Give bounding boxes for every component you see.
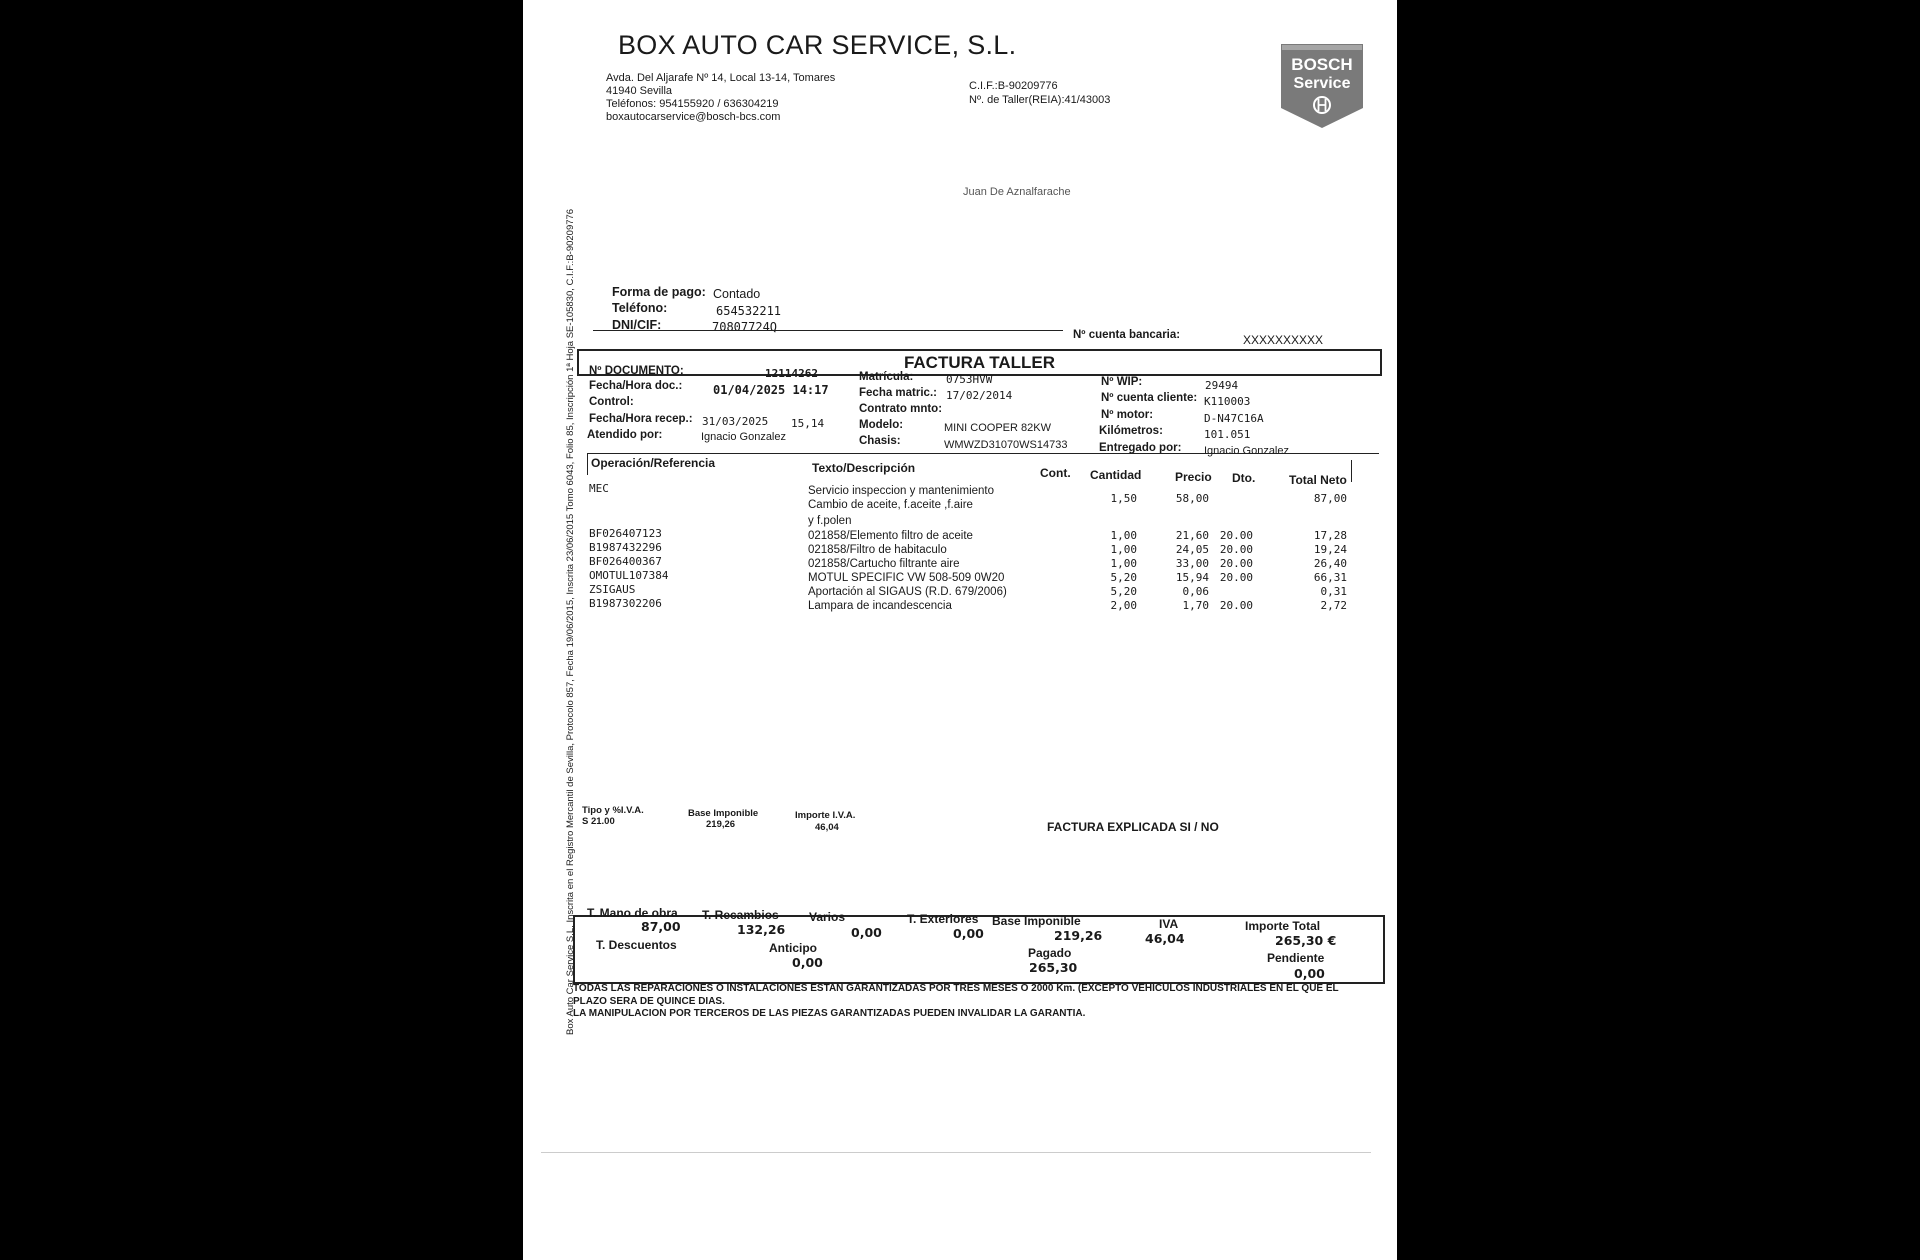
cell-cantidad: 1,00	[1110, 529, 1137, 542]
mano-obra-label: T. Mano de obra	[587, 906, 678, 920]
cell-ref: B1987302206	[589, 597, 662, 610]
cell-precio: 1,70	[1182, 599, 1209, 612]
col-header-precio: Precio	[1175, 470, 1212, 484]
tax-amount-value: 46,04	[815, 822, 839, 833]
cif: C.I.F.:B-90209776	[969, 80, 1058, 92]
control-label: Control:	[589, 396, 634, 408]
entregado-value: Ignacio Gonzalez	[1204, 445, 1289, 457]
cell-desc: Lampara de incandescencia	[808, 600, 952, 612]
cell-precio: 33,00	[1175, 557, 1209, 570]
col-header-cant: Cantidad	[1090, 468, 1142, 482]
bank-account-label: Nº cuenta bancaria:	[1073, 329, 1181, 341]
matricula-label: Matrícula:	[859, 371, 914, 383]
modelo-value: MINI COOPER 82KW	[944, 422, 1051, 434]
company-ids	[969, 79, 1110, 107]
cell-desc: Aportación al SIGAUS (R.D. 679/2006)	[808, 586, 1007, 598]
cell-ref: OMOTUL107384	[589, 569, 669, 582]
wip-value: 29494	[1205, 379, 1239, 392]
col-header-cont: Cont.	[1040, 466, 1071, 480]
cell-ref: ZSIGAUS	[589, 583, 636, 596]
cell-desc: Cambio de aceite, f.aceite ,f.aire	[808, 499, 973, 511]
pagado-value: 265,30	[1029, 960, 1078, 975]
guarantee-line: TODAS LAS REPARACIONES O INSTALACIONES ESTAN GARANTIZADAS POR TRES MESES O 2000 Km. (EXCEPTO VEHICULOS INDUSTRIALES EN EL QUE EL	[573, 983, 1339, 994]
col-header-ref: Operación/Referencia	[591, 456, 716, 470]
tax-base-label: Base Imponible	[688, 808, 759, 819]
cell-total: 0,31	[1320, 585, 1347, 598]
factura-explicada: FACTURA EXPLICADA SI / NO	[1047, 820, 1219, 834]
cell-dto: 20.00	[1219, 529, 1253, 542]
iva-value: 46,04	[1145, 931, 1185, 946]
fecha-doc-label: Fecha/Hora doc.:	[589, 380, 683, 392]
logo-line2: Service	[1293, 75, 1351, 92]
table-top-rule	[587, 453, 1379, 454]
col-header-total: Total Neto	[1289, 473, 1347, 487]
cell-cantidad: 1,00	[1110, 557, 1137, 570]
exteriores-value: 0,00	[953, 926, 984, 941]
cell-ref: BF026400367	[589, 555, 662, 568]
cuenta-cliente-label: Nº cuenta cliente:	[1101, 392, 1198, 404]
cell-desc: Servicio inspeccion y mantenimiento	[808, 485, 995, 497]
tax-type-value: S 21.00	[582, 816, 615, 827]
cell-precio: 24,05	[1175, 543, 1209, 556]
varios-label: Varios	[809, 910, 846, 924]
cell-desc: 021858/Elemento filtro de aceite	[808, 530, 973, 542]
cell-dto: 20.00	[1219, 557, 1253, 570]
recambios-label: T. Recambios	[702, 908, 779, 922]
cell-total: 19,24	[1313, 543, 1347, 556]
fecha-matric-value: 17/02/2014	[946, 389, 1013, 402]
taller-number: Nº. de Taller(REIA):41/43003	[969, 94, 1111, 106]
documento-value: 12114262	[765, 367, 818, 380]
cell-cantidad: 5,20	[1110, 571, 1137, 584]
atendido-value: Ignacio Gonzalez	[701, 431, 786, 443]
varios-value: 0,00	[851, 925, 882, 940]
col-header-desc: Texto/Descripción	[812, 461, 916, 475]
customer-line	[963, 170, 1071, 185]
scan-edge	[541, 1152, 1371, 1153]
recambios-value: 132,26	[737, 922, 786, 937]
customer-line	[963, 215, 1071, 230]
documento-label: Nº DOCUMENTO:	[589, 365, 684, 377]
cell-desc: 021858/Cartucho filtrante aire	[808, 558, 960, 570]
bosch-service-logo	[1281, 44, 1363, 128]
fecha-doc-value: 01/04/2025 14:17	[713, 383, 829, 397]
pagado-label: Pagado	[1028, 946, 1072, 960]
importe-total-value: 265,30 €	[1275, 933, 1337, 948]
atendido-label: Atendido por:	[587, 429, 663, 441]
divider	[593, 330, 1063, 331]
table-left-rule	[587, 453, 588, 475]
invoice-page	[523, 0, 1397, 1260]
guarantee-line: PLAZO SERA DE QUINCE DIAS.	[573, 995, 725, 1007]
customer-line: Juan De Aznalfarache	[963, 186, 1071, 198]
motor-label: Nº motor:	[1101, 409, 1154, 421]
cell-total: 2,72	[1320, 599, 1347, 612]
base-imponible-value: 219,26	[1054, 928, 1103, 943]
cell-precio: 21,60	[1175, 529, 1209, 542]
chasis-value: WMWZD31070WS14733	[944, 439, 1068, 451]
cell-cantidad: 2,00	[1110, 599, 1137, 612]
cell-ref: B1987432296	[589, 541, 662, 554]
descuentos-label: T. Descuentos	[596, 938, 677, 952]
bank-account-value: XXXXXXXXXX	[1243, 333, 1324, 347]
dni-value: 70807724Q	[712, 320, 778, 334]
cell-precio: 58,00	[1175, 492, 1209, 505]
guarantee-note	[573, 983, 1339, 1021]
cell-cantidad: 1,00	[1110, 543, 1137, 556]
fecha-recep-value: 31/03/2025	[702, 415, 769, 428]
logo-line1: BOSCH	[1291, 55, 1353, 74]
address-line: 41940 Sevilla	[606, 85, 673, 97]
pendiente-value: 0,00	[1294, 966, 1325, 981]
exteriores-label: T. Exteriores	[907, 912, 979, 926]
table-right-rule	[1351, 460, 1352, 482]
entregado-label: Entregado por:	[1099, 442, 1182, 454]
cell-dto: 20.00	[1219, 599, 1253, 612]
address-line: Avda. Del Aljarafe Nº 14, Local 13-14, Tomares	[606, 72, 836, 84]
phone-value: 654532211	[716, 304, 782, 318]
phone-label: Teléfono:	[612, 301, 668, 315]
wip-label: Nº WIP:	[1101, 376, 1143, 388]
cuenta-cliente-value: K110003	[1204, 395, 1251, 408]
cell-cantidad: 1,50	[1110, 492, 1137, 505]
anticipo-label: Anticipo	[769, 941, 817, 955]
fecha-recep-label: Fecha/Hora recep.:	[589, 413, 693, 425]
km-label: Kilómetros:	[1099, 425, 1163, 437]
dni-label: DNI/CIF:	[612, 318, 662, 332]
base-imponible-label: Base Imponible	[992, 914, 1081, 928]
cell-dto: 20.00	[1219, 571, 1253, 584]
cell-precio: 0,06	[1182, 585, 1209, 598]
customer-address	[963, 170, 1071, 230]
cell-total: 66,31	[1313, 571, 1347, 584]
payment-value: Contado	[713, 287, 761, 301]
cell-total: 17,28	[1313, 529, 1347, 542]
contrato-label: Contrato mnto:	[859, 403, 943, 415]
payment-label: Forma de pago:	[612, 285, 706, 299]
hora-recep-value: 15,14	[791, 417, 825, 430]
cell-desc: 021858/Filtro de habitaculo	[808, 544, 947, 556]
cell-cantidad: 5,20	[1110, 585, 1137, 598]
pendiente-label: Pendiente	[1267, 951, 1325, 965]
invoice-title: FACTURA TALLER	[577, 349, 1382, 376]
matricula-value: 0753HVW	[946, 373, 993, 386]
cell-desc: y f.polen	[808, 515, 852, 527]
cell-total: 87,00	[1313, 492, 1347, 505]
cell-total: 26,40	[1313, 557, 1347, 570]
cell-precio: 15,94	[1175, 571, 1209, 584]
tax-base-value: 219,26	[706, 819, 736, 830]
motor-value: D-N47C16A	[1204, 412, 1264, 425]
importe-total-label: Importe Total	[1245, 919, 1321, 933]
anticipo-value: 0,00	[792, 955, 823, 970]
cell-dto: 20.00	[1219, 543, 1253, 556]
email-line: boxautocarservice@bosch-bcs.com	[606, 111, 781, 123]
phone-line: Teléfonos: 954155920 / 636304219	[606, 98, 779, 110]
cell-ref: MEC	[589, 482, 609, 495]
company-name: BOX AUTO CAR SERVICE, S.L.	[618, 30, 1017, 60]
modelo-label: Modelo:	[859, 419, 904, 431]
col-header-dto: Dto.	[1232, 471, 1256, 485]
km-value: 101.051	[1204, 428, 1251, 441]
cell-ref: BF026407123	[589, 527, 662, 540]
company-address	[606, 72, 835, 124]
mano-obra-value: 87,00	[641, 919, 681, 934]
iva-label: IVA	[1159, 917, 1179, 931]
cell-desc: MOTUL SPECIFIC VW 508-509 0W20	[808, 572, 1005, 584]
chasis-label: Chasis:	[859, 435, 901, 447]
fecha-matric-label: Fecha matric.:	[859, 387, 937, 399]
registry-text: Box Auto Car Service S.L. Inscrita en el Registro Mercantil de Sevilla, Protocolo 857, Fecha 19/06/2015, Inscrita 23/06/2015 Tomo 6043, Folio 85, Inscripción 1ª Hoja SE-105830, C.I.F.:B-90209776	[565, 208, 576, 1035]
tax-type-label: Tipo y %I.V.A.	[582, 805, 644, 816]
tax-amount-label: Importe I.V.A.	[795, 810, 856, 821]
customer-line	[963, 200, 1071, 215]
guarantee-line: LA MANIPULACION POR TERCEROS DE LAS PIEZAS GARANTIZADAS PUEDEN INVALIDAR LA GARANTIA.	[573, 1008, 1086, 1019]
